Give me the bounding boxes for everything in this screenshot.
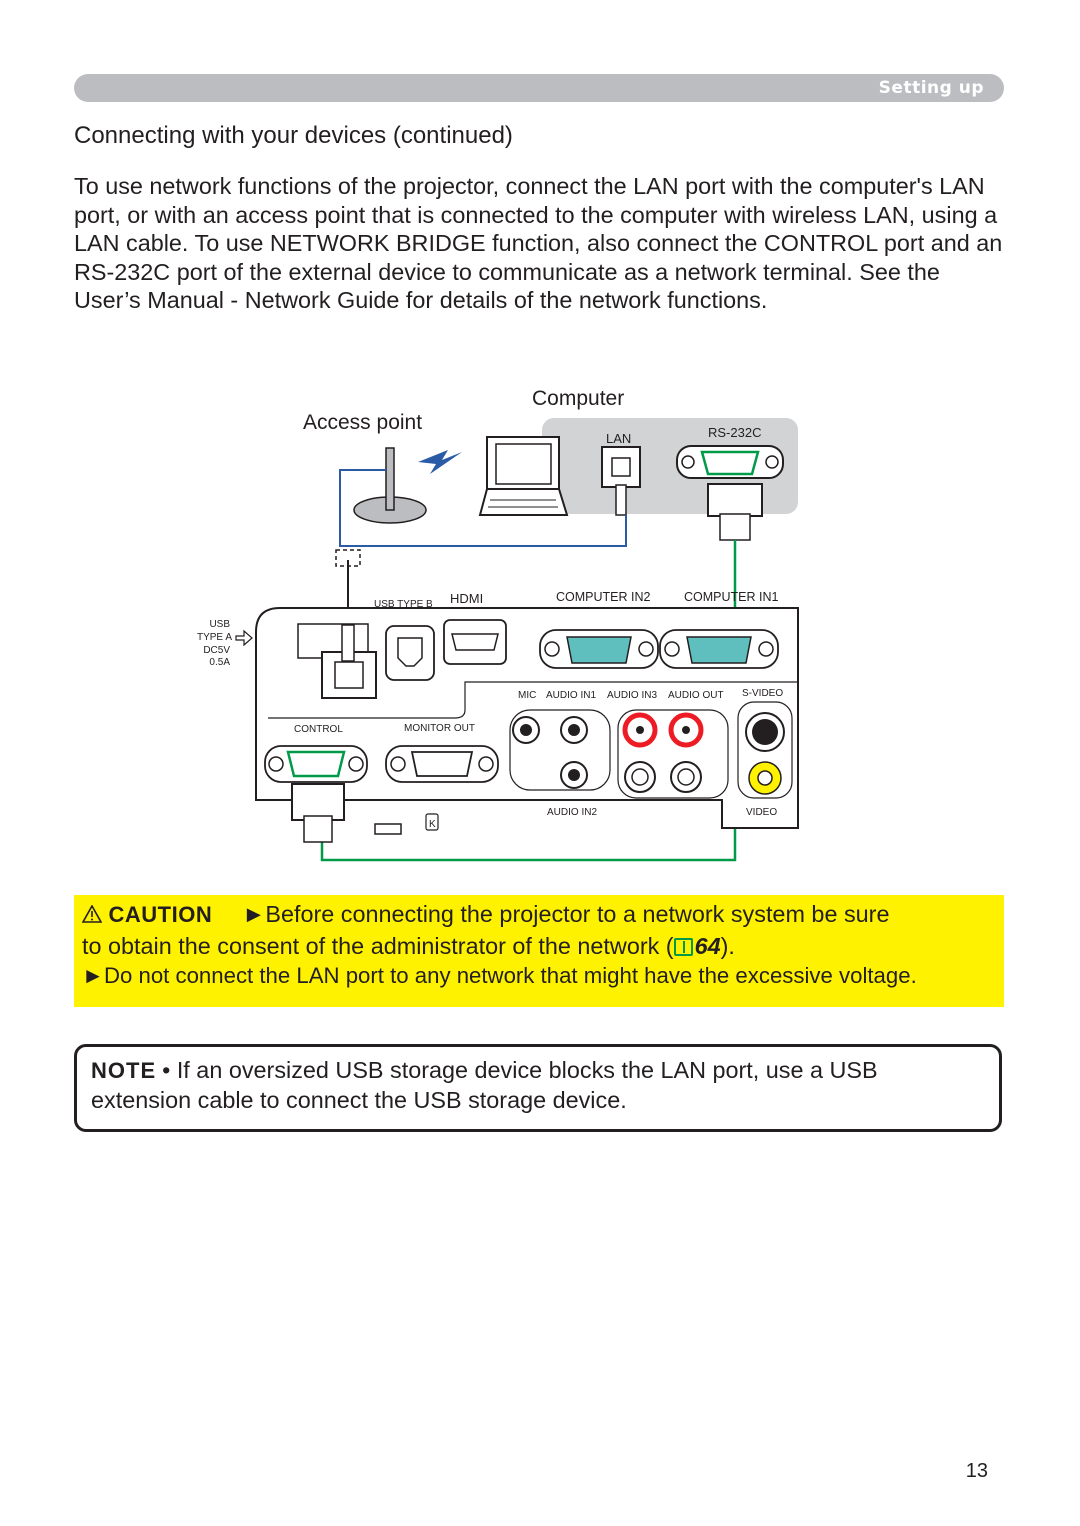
usb-type-b-label: USB TYPE B <box>374 599 433 610</box>
section-label: Setting up <box>878 78 984 98</box>
usb-line-3: DC5V <box>203 645 230 656</box>
video-label: VIDEO <box>746 807 778 818</box>
wireless-signal-icon <box>418 450 462 474</box>
computer-in1-port <box>660 630 778 668</box>
computer-in2-label: COMPUTER IN2 <box>556 590 651 604</box>
caution-line-3: ►Do not connect the LAN port to any network that might have the excessive voltage. <box>82 963 917 988</box>
section-header-bar <box>74 74 1004 102</box>
hdmi-port <box>444 620 506 664</box>
caution-box <box>74 895 1004 1007</box>
monitor-out-port <box>386 746 498 782</box>
arrow-icon <box>236 631 252 645</box>
computer-label: Computer <box>532 387 625 410</box>
control-label: CONTROL <box>294 724 343 735</box>
note-box <box>74 1044 1002 1132</box>
warning-triangle-icon <box>82 901 109 927</box>
section-title: Connecting with your devices (continued) <box>74 122 513 149</box>
usb-line-4: 0.5A <box>209 657 230 668</box>
kensington-lock-icon <box>426 814 438 830</box>
caution-text-2-end: ). <box>720 933 735 959</box>
caution-text-1: ►Before connecting the projector to a network system be sure <box>242 901 890 927</box>
connection-diagram <box>190 380 820 870</box>
caution-line-2 <box>82 933 735 960</box>
computer-in2-port <box>540 630 658 668</box>
caution-line-1 <box>82 901 889 928</box>
access-point-label: Access point <box>303 411 423 434</box>
monitor-out-label: MONITOR OUT <box>404 723 475 734</box>
svg-text:K: K <box>429 819 436 830</box>
hdmi-label: HDMI <box>450 591 484 606</box>
s-video-label: S-VIDEO <box>742 688 784 699</box>
note-text-1: • If an oversized USB storage device blocks the LAN port, use a USB <box>162 1057 878 1083</box>
note-label: NOTE <box>91 1058 157 1083</box>
note-text-2: extension cable to connect the USB storage device. <box>91 1087 627 1113</box>
usb-line-2: TYPE A <box>196 632 232 643</box>
mic-label: MIC <box>518 690 537 701</box>
audio-in3-label: AUDIO IN3 <box>607 690 658 701</box>
security-bar-slot <box>375 824 401 834</box>
usb-type-a-labels <box>197 619 232 668</box>
video-port <box>749 762 781 794</box>
audio-in1-label: AUDIO IN1 <box>546 690 597 701</box>
computer-in1-label: COMPUTER IN1 <box>684 590 779 604</box>
audio-out-label: AUDIO OUT <box>668 690 724 701</box>
book-reference-icon <box>674 938 693 956</box>
access-point-icon <box>354 448 426 523</box>
page-number: 13 <box>965 1460 988 1482</box>
caution-page-ref[interactable]: 64 <box>694 933 721 959</box>
body-paragraph: To use network functions of the projector, connect the LAN port with the computer's LAN port, or with an access point that is connected to the computer with wireless LAN, using a LAN cable. To use NETWORK BRIDGE function, also connect the CONTROL port and an RS-232C port of the external device to communicate as a network terminal. See the User’s Manual - Network Guide for details of the network functions. <box>74 173 1003 313</box>
audio-in2-label: AUDIO IN2 <box>547 807 598 818</box>
caution-text-2: to obtain the consent of the administrator of the network ( <box>82 933 674 959</box>
usb-line-1: USB <box>209 619 230 630</box>
usb-type-b-port <box>386 626 434 680</box>
caution-label: CAUTION <box>108 902 213 927</box>
note-line-1 <box>91 1057 878 1084</box>
rs232c-label: RS-232C <box>708 425 762 440</box>
lan-label: LAN <box>606 431 632 446</box>
laptop-icon <box>480 437 567 515</box>
